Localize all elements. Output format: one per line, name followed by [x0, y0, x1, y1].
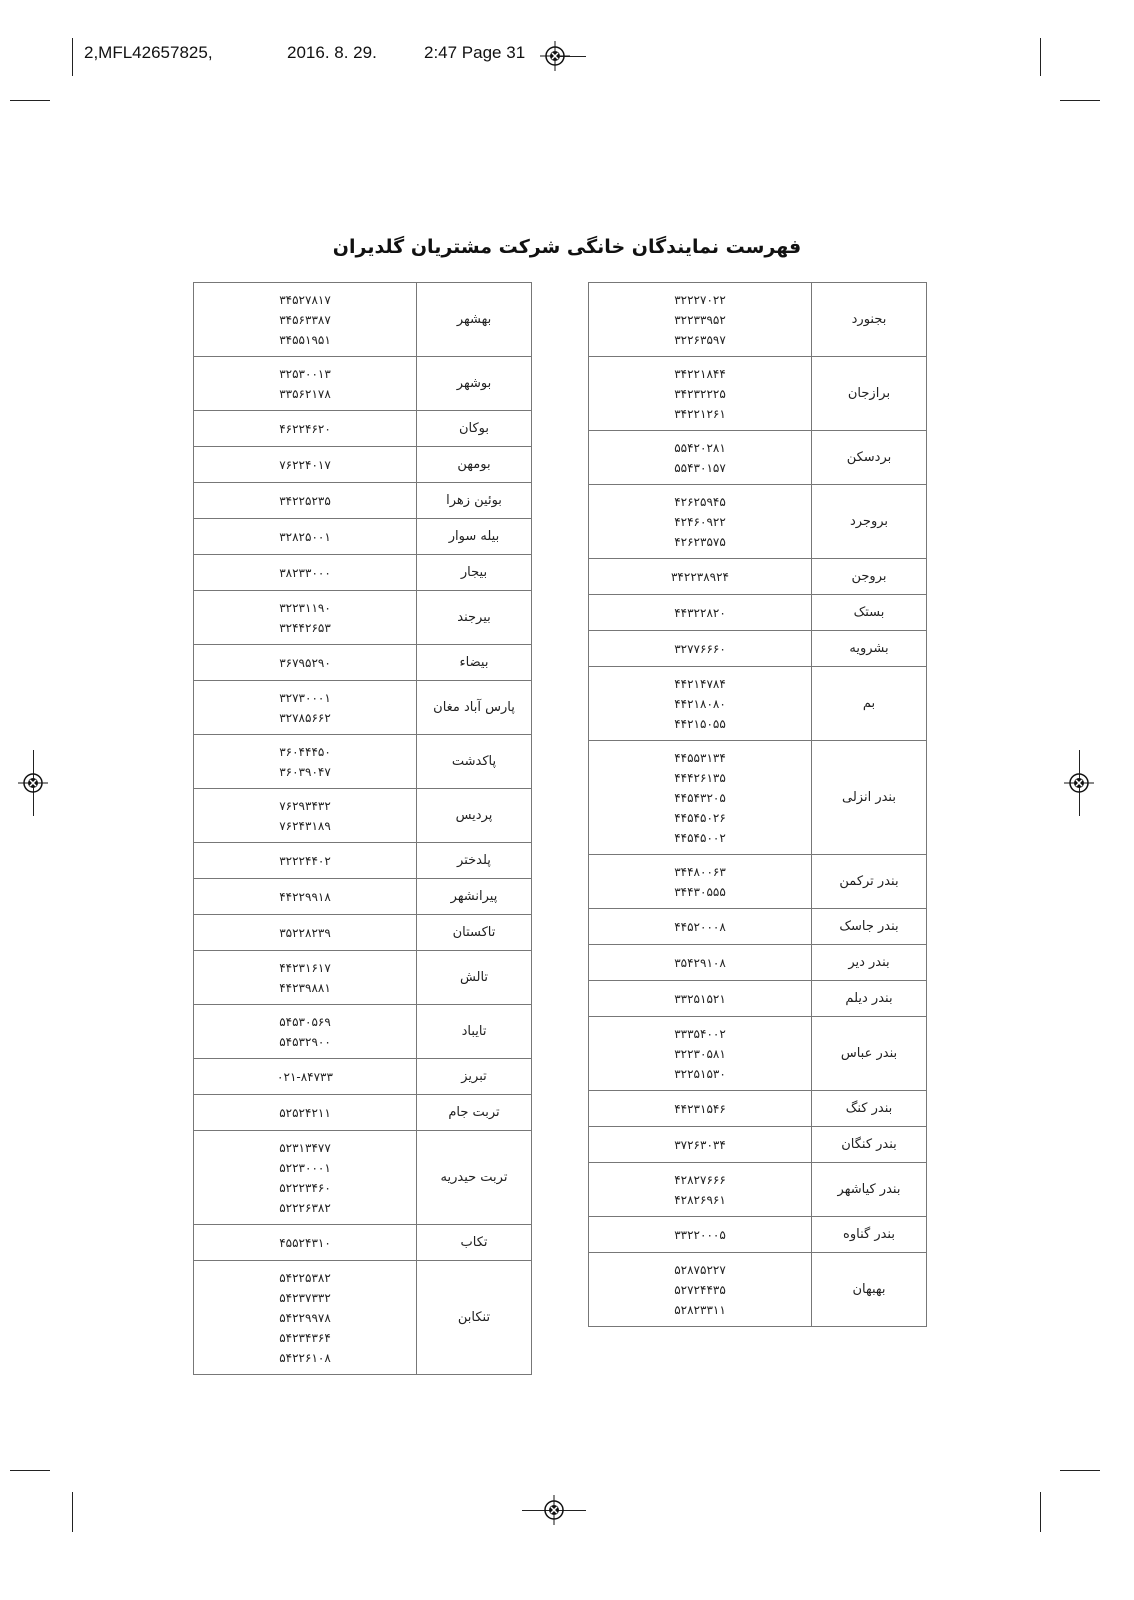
city-name: پلدختر — [417, 843, 532, 879]
phone-numbers-cell — [194, 1261, 417, 1375]
table-row — [194, 1005, 532, 1059]
phone-number: ۳۶۰۳۹۰۴۷ — [279, 764, 331, 779]
city-name: تالش — [417, 951, 532, 1005]
table-row — [194, 411, 532, 447]
phone-number: ۳۲۲۲۴۴۰۲ — [279, 853, 331, 868]
table-row — [589, 1127, 927, 1163]
phone-number: ۵۲۸۷۵۲۲۷ — [674, 1262, 726, 1277]
phone-number: ۵۵۴۲۰۲۸۱ — [674, 440, 726, 455]
city-name: پاکدشت — [417, 735, 532, 789]
phone-number: ۴۲۸۲۶۹۶۱ — [674, 1192, 726, 1207]
phone-numbers-cell — [589, 357, 812, 431]
table-row — [589, 667, 927, 741]
city-name: بهبهان — [812, 1253, 927, 1327]
phone-numbers-cell — [589, 559, 812, 595]
table-row — [194, 555, 532, 591]
phone-number: ۳۴۲۲۱۲۶۱ — [674, 406, 726, 421]
city-name: بستک — [812, 595, 927, 631]
phone-number: ۵۴۲۳۷۳۳۲ — [279, 1290, 331, 1305]
phone-number: ۳۳۳۵۴۰۰۲ — [674, 1026, 726, 1041]
phone-numbers-cell — [194, 843, 417, 879]
phone-number: ۴۴۵۴۵۰۰۲ — [674, 830, 726, 845]
phone-number: ۴۴۵۵۳۱۳۴ — [674, 750, 726, 765]
phone-number: ۳۸۲۳۳۰۰۰ — [279, 565, 331, 580]
city-name: بندر دیلم — [812, 981, 927, 1017]
phone-numbers-cell — [194, 645, 417, 681]
city-name: بردسکن — [812, 431, 927, 485]
phone-number: ۳۴۲۲۳۸۹۲۴ — [670, 569, 729, 584]
phone-number: ۳۲۷۷۶۶۶۰ — [674, 641, 726, 656]
phone-numbers-cell — [194, 1225, 417, 1261]
city-name: بجنورد — [812, 283, 927, 357]
phone-number: ۴۴۲۱۸۰۸۰ — [674, 696, 726, 711]
phone-number: ۳۳۲۲۰۰۰۵ — [674, 1227, 726, 1242]
phone-number: ۳۴۵۲۷۸۱۷ — [279, 292, 331, 307]
table-row — [589, 981, 927, 1017]
city-name: تنکابن — [417, 1261, 532, 1375]
phone-numbers-cell — [194, 789, 417, 843]
phone-number: ۵۵۴۳۰۱۵۷ — [674, 460, 726, 475]
phone-numbers-cell — [194, 951, 417, 1005]
phone-numbers-cell — [589, 945, 812, 981]
table-row — [194, 1059, 532, 1095]
phone-number: ۴۴۲۱۵۰۵۵ — [674, 716, 726, 731]
table-row — [194, 879, 532, 915]
phone-number: ۳۳۲۵۱۵۲۱ — [674, 991, 726, 1006]
phone-number: ۳۲۵۳۰۰۱۳ — [279, 366, 331, 381]
phone-number: ۳۲۷۸۵۶۶۲ — [279, 710, 331, 725]
phone-numbers-cell — [194, 283, 417, 357]
phone-number: ۳۲۲۳۱۱۹۰ — [279, 600, 331, 615]
phone-number: ۵۲۳۱۳۴۷۷ — [279, 1140, 331, 1155]
city-name: بوکان — [417, 411, 532, 447]
crop-mark — [1040, 38, 1041, 76]
representatives-table-left — [193, 282, 532, 1375]
phone-numbers-cell — [589, 1091, 812, 1127]
phone-numbers-cell — [194, 555, 417, 591]
city-name: بم — [812, 667, 927, 741]
phone-number: ۳۲۲۳۰۵۸۱ — [674, 1046, 726, 1061]
phone-number: ۳۲۲۳۳۹۵۲ — [674, 312, 726, 327]
city-name: بندر کنگ — [812, 1091, 927, 1127]
phone-number: ۴۴۵۴۳۲۰۵ — [674, 790, 726, 805]
phone-number: ۴۴۵۴۵۰۲۶ — [674, 810, 726, 825]
table-row — [194, 843, 532, 879]
phone-number: ۵۲۷۲۴۴۳۵ — [674, 1282, 726, 1297]
crop-mark — [10, 100, 50, 101]
table-body — [589, 283, 927, 1327]
phone-number: ۳۲۲۵۱۵۳۰ — [674, 1066, 726, 1081]
phone-numbers-cell — [194, 735, 417, 789]
table-body — [194, 283, 532, 1375]
phone-number: ۳۴۵۶۳۳۸۷ — [279, 312, 331, 327]
city-name: بندر جاسک — [812, 909, 927, 945]
phone-number: ۳۷۲۶۳۰۳۴ — [674, 1137, 726, 1152]
city-name: بروجرد — [812, 485, 927, 559]
city-name: تایباد — [417, 1005, 532, 1059]
phone-number: ۴۵۵۲۴۳۱۰ — [279, 1235, 331, 1250]
phone-number: ۴۴۲۳۹۸۸۱ — [279, 980, 331, 995]
phone-numbers-cell — [589, 485, 812, 559]
table-row — [589, 431, 927, 485]
table-row — [194, 591, 532, 645]
city-name: بوشهر — [417, 357, 532, 411]
phone-number: ۵۴۵۳۲۹۰۰ — [279, 1034, 331, 1049]
phone-number: ۳۵۴۲۹۱۰۸ — [674, 955, 726, 970]
phone-number: ۳۲۸۲۵۰۰۱ — [279, 529, 331, 544]
table-row — [194, 1095, 532, 1131]
city-name: تکاب — [417, 1225, 532, 1261]
phone-number: ۷۶۲۴۳۱۸۹ — [279, 818, 331, 833]
city-name: بندر عباس — [812, 1017, 927, 1091]
phone-number: ۳۶۰۴۴۴۵۰ — [279, 744, 331, 759]
table-row — [194, 951, 532, 1005]
table-row — [589, 283, 927, 357]
phone-numbers-cell — [194, 591, 417, 645]
city-name: تبریز — [417, 1059, 532, 1095]
city-name: بیرجند — [417, 591, 532, 645]
phone-numbers-cell — [589, 1217, 812, 1253]
city-name: بومهن — [417, 447, 532, 483]
phone-number: ۳۴۲۲۱۸۴۴ — [674, 366, 726, 381]
city-name: پیرانشهر — [417, 879, 532, 915]
table-row — [194, 915, 532, 951]
phone-number: ۵۴۵۳۰۵۶۹ — [279, 1014, 331, 1029]
table-row — [194, 735, 532, 789]
table-row — [194, 1225, 532, 1261]
table-row — [589, 1017, 927, 1091]
table-row — [194, 645, 532, 681]
phone-number: ۵۴۲۳۴۳۶۴ — [279, 1330, 331, 1345]
phone-numbers-cell — [589, 741, 812, 855]
table-row — [589, 1091, 927, 1127]
phone-numbers-cell — [194, 915, 417, 951]
table-row — [589, 485, 927, 559]
registration-mark-icon — [539, 1495, 569, 1525]
phone-number: ۵۲۵۲۴۲۱۱ — [279, 1105, 331, 1120]
phone-numbers-cell — [589, 1127, 812, 1163]
phone-number: ۴۲۶۲۵۹۴۵ — [674, 494, 726, 509]
phone-numbers-cell — [589, 1253, 812, 1327]
slug-time-page: 2:47 Page 31 — [424, 43, 526, 62]
phone-number: ۳۵۲۲۸۲۳۹ — [279, 925, 331, 940]
table-row — [589, 595, 927, 631]
city-name: بیجار — [417, 555, 532, 591]
city-name: بندر انزلی — [812, 741, 927, 855]
registration-mark-icon — [18, 768, 48, 798]
phone-numbers-cell — [589, 595, 812, 631]
city-name: بندر کنگان — [812, 1127, 927, 1163]
registration-mark-icon — [540, 41, 570, 71]
table-row — [194, 357, 532, 411]
table-row — [589, 559, 927, 595]
phone-number: ۳۲۴۴۲۶۵۳ — [279, 620, 331, 635]
table-row — [194, 483, 532, 519]
phone-number: ۳۴۵۵۱۹۵۱ — [279, 332, 331, 347]
city-name: بهشهر — [417, 283, 532, 357]
phone-numbers-cell — [194, 1059, 417, 1095]
phone-numbers-cell — [194, 483, 417, 519]
table-row — [589, 1163, 927, 1217]
slug-job: 2,MFL42657825, — [84, 43, 213, 62]
phone-number: ۳۴۴۸۰۰۶۳ — [674, 864, 726, 879]
phone-number: ۴۶۲۲۴۶۲۰ — [279, 421, 331, 436]
phone-number: ۳۴۲۳۲۲۲۵ — [674, 386, 726, 401]
phone-number: ۳۲۷۳۰۰۰۱ — [279, 690, 331, 705]
table-row — [194, 789, 532, 843]
city-name: تربت حیدریه — [417, 1131, 532, 1225]
table-row — [194, 447, 532, 483]
city-name: بندر کیاشهر — [812, 1163, 927, 1217]
phone-numbers-cell — [194, 1095, 417, 1131]
city-name: بندر گناوه — [812, 1217, 927, 1253]
phone-number: ۰۲۱-۸۴۷۳۳ — [277, 1069, 333, 1084]
phone-number: ۴۴۲۳۱۵۴۶ — [674, 1101, 726, 1116]
phone-numbers-cell — [589, 981, 812, 1017]
phone-number: ۵۲۲۲۳۴۶۰ — [279, 1180, 331, 1195]
city-name: تاکستان — [417, 915, 532, 951]
crop-mark — [1040, 1492, 1041, 1532]
phone-number: ۳۲۲۲۷۰۲۲ — [674, 292, 726, 307]
table-row — [589, 945, 927, 981]
city-name: برازجان — [812, 357, 927, 431]
phone-number: ۵۲۲۳۰۰۰۱ — [279, 1160, 331, 1175]
phone-number: ۴۴۵۲۰۰۰۸ — [674, 919, 726, 934]
phone-numbers-cell — [589, 283, 812, 357]
table-row — [194, 1261, 532, 1375]
table-row — [194, 519, 532, 555]
phone-number: ۳۳۵۶۲۱۷۸ — [279, 386, 331, 401]
table-row — [589, 855, 927, 909]
phone-number: ۳۶۷۹۵۲۹۰ — [279, 655, 331, 670]
phone-number: ۷۶۲۲۴۰۱۷ — [279, 457, 331, 472]
phone-numbers-cell — [194, 681, 417, 735]
phone-numbers-cell — [194, 357, 417, 411]
phone-numbers-cell — [589, 667, 812, 741]
phone-numbers-cell — [194, 1131, 417, 1225]
slug-date: 2016. 8. 29. — [287, 43, 377, 62]
phone-number: ۴۲۴۶۰۹۲۲ — [674, 514, 726, 529]
city-name: پارس آباد مغان — [417, 681, 532, 735]
city-name: پردیس — [417, 789, 532, 843]
phone-number: ۴۲۸۲۷۶۶۶ — [674, 1172, 726, 1187]
city-name: بشرویه — [812, 631, 927, 667]
phone-numbers-cell — [589, 1017, 812, 1091]
phone-numbers-cell — [194, 1005, 417, 1059]
phone-number: ۵۴۲۲۶۱۰۸ — [279, 1350, 331, 1365]
table-row — [589, 909, 927, 945]
city-name: بندر دیر — [812, 945, 927, 981]
table-row — [589, 631, 927, 667]
phone-number: ۳۴۴۳۰۵۵۵ — [674, 884, 726, 899]
phone-numbers-cell — [589, 431, 812, 485]
phone-number: ۴۴۲۱۴۷۸۴ — [674, 676, 726, 691]
phone-number: ۵۲۲۲۶۳۸۲ — [279, 1200, 331, 1215]
phone-numbers-cell — [589, 631, 812, 667]
phone-numbers-cell — [589, 855, 812, 909]
phone-number: ۷۶۲۹۳۴۳۲ — [279, 798, 331, 813]
table-row — [194, 283, 532, 357]
crop-mark — [10, 1470, 50, 1471]
city-name: بوئین زهرا — [417, 483, 532, 519]
phone-number: ۴۴۲۲۹۹۱۸ — [279, 889, 331, 904]
table-row — [194, 1131, 532, 1225]
representatives-table-right — [588, 282, 927, 1327]
city-name: بیضاء — [417, 645, 532, 681]
phone-number: ۴۴۲۳۱۶۱۷ — [279, 960, 331, 975]
phone-number: ۵۴۲۲۵۳۸۲ — [279, 1270, 331, 1285]
phone-number: ۵۲۸۲۳۳۱۱ — [674, 1302, 726, 1317]
table-row — [194, 681, 532, 735]
crop-mark — [1060, 100, 1100, 101]
phone-numbers-cell — [194, 879, 417, 915]
table-row — [589, 357, 927, 431]
phone-number: ۴۴۴۲۶۱۳۵ — [674, 770, 726, 785]
page-title: فهرست نمایندگان خانگی شرکت مشتریان گلدیران — [332, 236, 802, 258]
phone-numbers-cell — [589, 1163, 812, 1217]
phone-number: ۴۲۶۲۳۵۷۵ — [674, 534, 726, 549]
phone-numbers-cell — [194, 519, 417, 555]
registration-mark-icon — [1064, 768, 1094, 798]
table-row — [589, 1253, 927, 1327]
phone-numbers-cell — [194, 447, 417, 483]
phone-number: ۳۲۲۶۳۵۹۷ — [674, 332, 726, 347]
phone-numbers-cell — [194, 411, 417, 447]
crop-mark — [72, 1492, 73, 1532]
city-name: بندر ترکمن — [812, 855, 927, 909]
phone-number: ۴۴۳۲۲۸۲۰ — [674, 605, 726, 620]
city-name: تربت جام — [417, 1095, 532, 1131]
city-name: بیله سوار — [417, 519, 532, 555]
crop-mark — [72, 38, 73, 76]
table-row — [589, 1217, 927, 1253]
city-name: بروجن — [812, 559, 927, 595]
phone-number: ۵۴۲۲۹۹۷۸ — [279, 1310, 331, 1325]
table-row — [589, 741, 927, 855]
crop-mark — [1060, 1470, 1100, 1471]
phone-number: ۳۴۲۲۵۲۳۵ — [279, 493, 331, 508]
phone-numbers-cell — [589, 909, 812, 945]
